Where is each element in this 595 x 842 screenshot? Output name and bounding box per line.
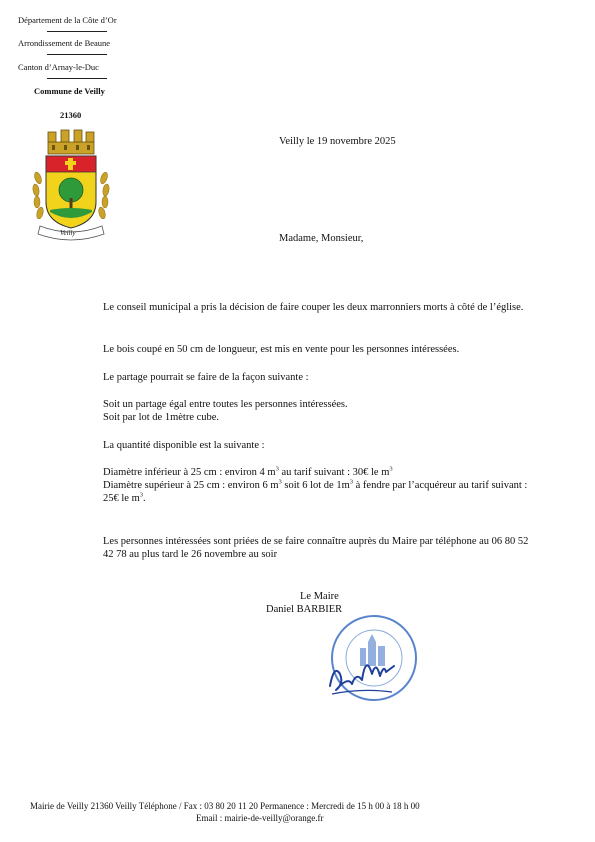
option-per-lot: Soit par lot de 1mètre cube.	[103, 412, 220, 423]
header-divider	[47, 78, 107, 79]
header-divider	[47, 31, 107, 32]
text: au tarif suivant : 30€ le m	[278, 467, 390, 478]
superscript: 3	[275, 465, 279, 473]
paragraph-sharing-intro: Le partage pourrait se faire de la façon suivante :	[103, 372, 309, 383]
text: Diamètre supérieur à 25 cm : environ 6 m	[103, 480, 279, 491]
footer-address: Mairie de Veilly 21360 Veilly Téléphone / Fax : 03 80 20 11 20 Permanence : Mercredi de 15 h 00 à 18 h 00	[30, 801, 420, 811]
arrondissement-label: Arrondissement de Beaune	[18, 38, 111, 48]
paragraph-quantity-intro: La quantité disponible est la suivante :	[103, 440, 265, 451]
signature-title: Le Maire	[300, 591, 339, 602]
date-line: Veilly le 19 novembre 2025	[279, 136, 396, 147]
commune-label: Commune de Veilly	[34, 86, 105, 96]
crest-ribbon-text: Veilly	[60, 229, 76, 237]
text: à fendre par l’acquéreur au tarif suivant : 25€ le m	[103, 480, 528, 504]
paragraph-sale: Le bois coupé en 50 cm de longueur, est mis en vente pour les personnes intéressées.	[103, 344, 460, 355]
coat-of-arms-icon	[30, 126, 112, 244]
postcode-label: 21360	[60, 110, 82, 120]
superscript: 3	[349, 478, 353, 486]
superscript: 3	[278, 478, 282, 486]
salutation: Madame, Monsieur,	[279, 233, 364, 244]
department-label: Département de la Côte d’Or	[18, 15, 117, 25]
text: soit 6 lot de 1m	[281, 480, 350, 491]
footer-email: Email : mairie-de-veilly@orange.fr	[196, 813, 324, 823]
option-equal-share: Soit un partage égal entre toutes les personnes intéressées.	[103, 399, 348, 410]
quantity-small-diameter	[103, 466, 533, 479]
header-divider	[47, 54, 107, 55]
official-stamp-icon	[322, 614, 422, 704]
superscript: 3	[139, 491, 143, 499]
text: .	[143, 493, 146, 504]
superscript: 3	[389, 465, 393, 473]
paragraph-decision: Le conseil municipal a pris la décision de faire couper les deux marronniers morts à côté de l’église.	[103, 302, 524, 313]
signature-name: Daniel BARBIER	[266, 604, 343, 615]
canton-label: Canton d’Arnay-le-Duc	[18, 62, 99, 72]
text: Diamètre inférieur à 25 cm : environ 4 m	[103, 467, 276, 478]
quantity-large-diameter	[103, 479, 533, 505]
paragraph-contact: Les personnes intéressées sont priées de se faire connaître auprès du Maire par téléphone au 06 80 52 42 78 au plus tard le 26 novembre au soir	[103, 536, 529, 560]
